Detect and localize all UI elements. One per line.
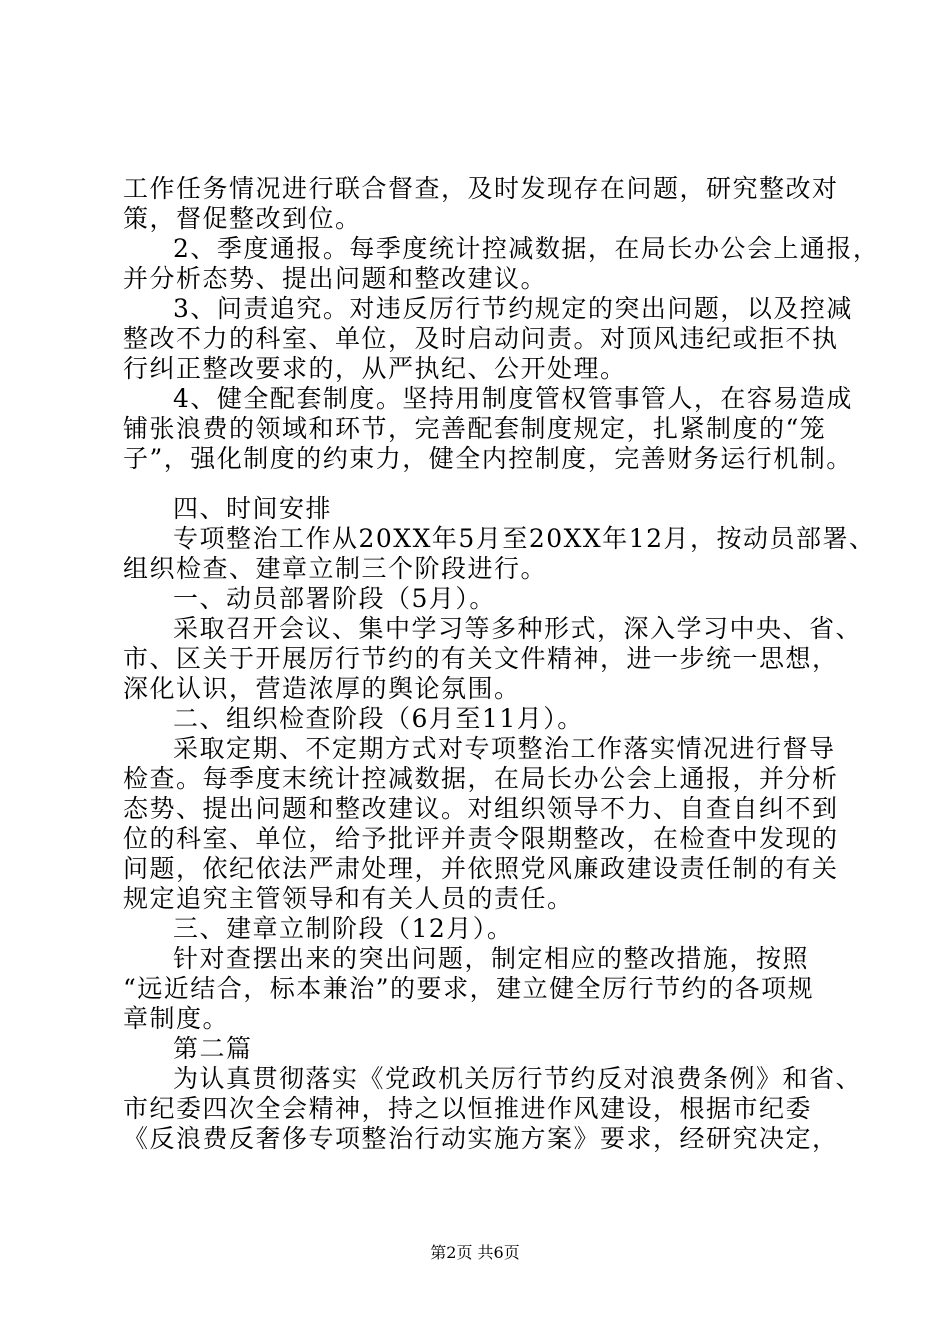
text-line: 铺张浪费的领域和环节，完善配套制度规定，扎紧制度的“笼 — [123, 414, 827, 443]
text-line: 位的科室、单位，给予批评并责令限期整改，在检查中发现的 — [123, 824, 839, 853]
text-line: 策，督促整改到位。 — [123, 204, 362, 233]
subsection-heading: 三、建章立制阶段（12月）。 — [173, 914, 514, 943]
text-line: 整改不力的科室、单位，及时启动问责。对顶风违纪或拒不执 — [123, 324, 839, 353]
text-line: 为认真贯彻落实《党政机关厉行节约反对浪费条例》和省、 — [173, 1064, 863, 1093]
text-line: 工作任务情况进行联合督查，及时发现存在问题，研究整改对 — [123, 174, 839, 203]
text-line: 并分析态势、提出问题和整改建议。 — [123, 264, 548, 293]
subsection-heading: 二、组织检查阶段（6月至11月）。 — [173, 704, 584, 733]
text-line: “远近结合，标本兼治”的要求，建立健全厉行节约的各项规 — [123, 974, 815, 1003]
text-line: 问题，依纪依法严肃处理，并依照党风廉政建设责任制的有关 — [123, 854, 839, 883]
text-line: 组织检查、建章立制三个阶段进行。 — [123, 554, 548, 583]
text-line: 子”，强化制度的约束力，健全内控制度，完善财务运行机制。 — [123, 444, 853, 473]
text-line: 2、季度通报。每季度统计控减数据，在局长办公会上通报， — [173, 234, 880, 263]
text-line: 检查。每季度末统计控减数据，在局长办公会上通报，并分析 — [123, 764, 839, 793]
text-line: 深化认识，营造浓厚的舆论氛围。 — [123, 674, 521, 703]
text-line: 针对查摆出来的突出问题，制定相应的整改措施，按照 — [173, 944, 810, 973]
text-line: 市纪委四次全会精神，持之以恒推进作风建设，根据市纪委 — [123, 1094, 813, 1123]
section-gap — [123, 474, 863, 494]
text-line: 市、区关于开展厉行节约的有关文件精神，进一步统一思想， — [123, 644, 839, 673]
text-line: 规定追究主管领导和有关人员的责任。 — [123, 884, 574, 913]
text-line: 章制度。 — [123, 1004, 230, 1033]
text-line: 专项整治工作从20XX年5月至20XX年12月，按动员部署、 — [173, 524, 876, 553]
part-heading: 第二篇 — [173, 1034, 253, 1063]
text-line: 采取召开会议、集中学习等多种形式，深入学习中央、省、 — [173, 614, 863, 643]
text-line: 4、健全配套制度。坚持用制度管权管事管人，在容易造成 — [173, 384, 853, 413]
text-line: 行纠正整改要求的，从严执纪、公开处理。 — [123, 354, 627, 383]
section-heading: 四、时间安排 — [173, 494, 333, 523]
text-line: 态势、提出问题和整改建议。对组织领导不力、自查自纠不到 — [123, 794, 839, 823]
text-line: 《反浪费反奢侈专项整治行动实施方案》要求，经研究决定， — [123, 1124, 839, 1153]
text-line: 3、问责追究。对违反厉行节约规定的突出问题，以及控减 — [173, 294, 853, 323]
subsection-heading: 一、动员部署阶段（5月）。 — [173, 584, 496, 613]
text-line: 采取定期、不定期方式对专项整治工作落实情况进行督导 — [173, 734, 836, 763]
document-body — [123, 174, 880, 1154]
page-footer: 第2页 共6页 — [430, 1243, 520, 1262]
